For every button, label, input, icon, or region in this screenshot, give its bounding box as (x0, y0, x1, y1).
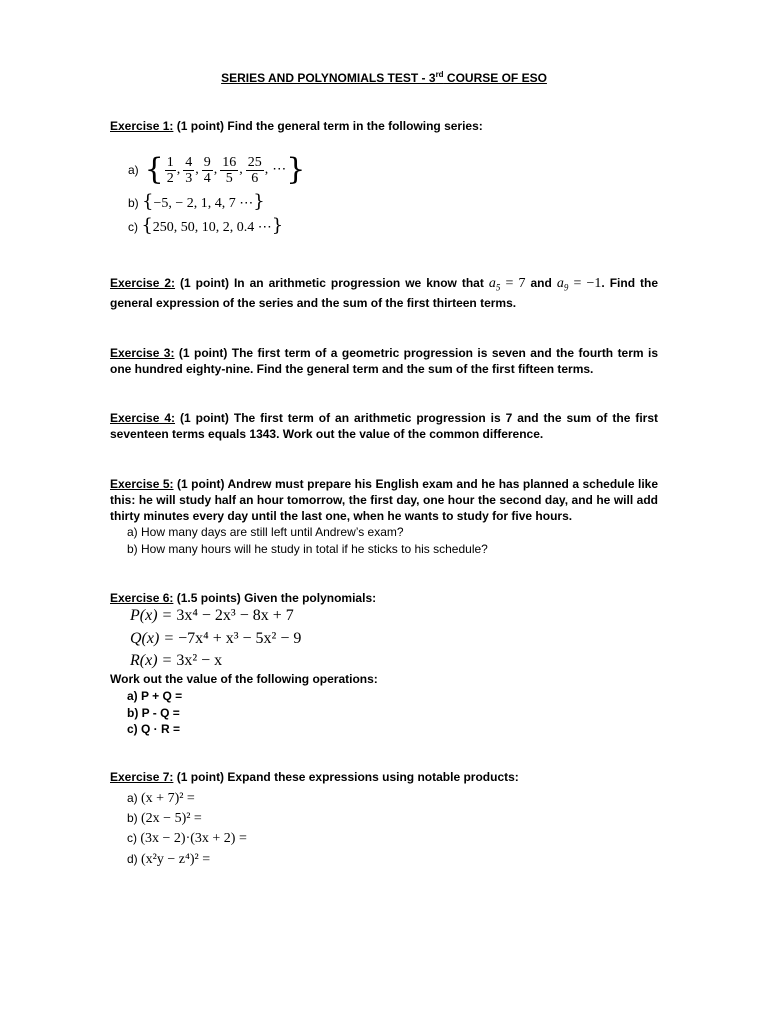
exercise-points: (1 point) (179, 411, 229, 425)
term-a5: a (488, 276, 496, 291)
exercise-points: (1 point) (177, 477, 225, 491)
exercise-1-b (128, 191, 265, 212)
title-superscript: rd (435, 70, 444, 79)
comma-separator: , (264, 162, 269, 177)
item-label: c) (128, 220, 138, 234)
polynomial-r (130, 652, 222, 670)
exercise-label: Exercise 5: (110, 477, 174, 491)
operation-text: a) P + Q = (127, 689, 183, 703)
exercise-text: In an arithmetic progression we know that (228, 276, 489, 290)
exercise-5-a (127, 524, 404, 540)
exercise-6-instruction (110, 671, 378, 687)
fraction-series (164, 155, 271, 186)
question-text: a) How many days are still left until Andrew’s exam? (127, 525, 404, 539)
exercise-6-a (127, 688, 182, 704)
exercise-text: Find the general term in the following series: (224, 119, 483, 133)
fraction-denominator: 6 (251, 170, 259, 186)
left-brace: { (141, 215, 153, 236)
fraction-numerator: 16 (222, 154, 237, 170)
series-ellipsis: ⋯ (272, 162, 287, 177)
item-label: d) (127, 852, 138, 866)
term-a5-value: = 7 (500, 276, 526, 291)
expression: (2x − 5)² = (141, 811, 202, 826)
exercise-points: (1 point) (176, 119, 225, 133)
exercise-1-c (128, 215, 284, 236)
item-label: a) (127, 791, 138, 805)
exercise-label: Exercise 2: (110, 276, 176, 290)
fraction-numerator: 25 (247, 154, 262, 170)
exercise-points: (1 point) (176, 770, 225, 784)
exercise-text: The first term of an arithmetic progression is 7 and the sum of the first seventeen terms equals 1343. Work out the value of the common difference. (110, 411, 658, 441)
exercise-7-heading (110, 769, 658, 785)
right-brace: } (253, 191, 265, 212)
title-tail: COURSE OF ESO (443, 71, 547, 85)
exercise-label: Exercise 7: (110, 770, 174, 784)
exercise-label: Exercise 4: (110, 411, 176, 425)
exercise-1-a (128, 150, 305, 190)
fraction-term (202, 155, 213, 186)
exercise-text: Given the polynomials: (240, 591, 377, 605)
exercise-text: Andrew must prepare his English exam and he has planned a schedule like this: he will study half an hour tomorrow, the first day, one hour the second day, and he will add thirty minutes every day until the last one, when he wants to study for five hours. (110, 477, 658, 523)
comma-separator: , (195, 162, 199, 177)
exercise-text: The first term of a geometric progression is seven and the fourth term is one hundred eighty-nine. Find the general term and the sum of the first fifteen terms. (110, 346, 659, 376)
polynomial-name: P(x) = (130, 607, 177, 624)
expression: (3x − 2)·(3x + 2) = (140, 831, 247, 846)
exercise-label: Exercise 1: (110, 119, 174, 133)
operation-text: b) P - Q = (127, 706, 180, 720)
polynomial-name: R(x) = (130, 652, 177, 669)
question-text: b) How many hours will he study in total if he sticks to his schedule? (127, 542, 488, 556)
page-title (0, 70, 768, 85)
term-a9-value: = −1 (568, 276, 602, 291)
term-a5-index: 5 (495, 282, 501, 293)
item-label: b) (128, 196, 139, 210)
right-brace: } (271, 215, 284, 236)
operation-text: c) Q · R = (127, 722, 181, 736)
fraction-term (246, 155, 264, 186)
fraction-denominator: 2 (166, 170, 174, 186)
polynomial-expression: 3x² − x (176, 652, 223, 669)
comma-separator: , (213, 162, 218, 177)
polynomial-expression: −7x⁴ + x³ − 5x² − 9 (178, 630, 302, 647)
and-text: and (525, 276, 557, 290)
fraction-numerator: 4 (185, 154, 193, 170)
fraction-denominator: 4 (203, 170, 211, 186)
left-brace: { (144, 152, 164, 187)
item-label: a) (128, 163, 139, 177)
polynomial-name: Q(x) = (130, 630, 179, 647)
fraction-numerator: 1 (166, 154, 174, 170)
term-a9: a (556, 276, 564, 291)
exercise-7-a (127, 790, 195, 807)
expression: (x + 7)² = (141, 791, 195, 806)
exercise-5 (110, 476, 658, 524)
fraction-denominator: 3 (185, 170, 193, 186)
fraction-numerator: 9 (203, 154, 211, 170)
exercise-text: Expand these expressions using notable products: (224, 770, 519, 784)
exercise-label: Exercise 6: (110, 591, 174, 605)
exercise-label: Exercise 3: (110, 346, 175, 360)
fraction-term (165, 155, 176, 186)
instruction-text: Work out the value of the following operations: (110, 672, 378, 686)
fraction-denominator: 5 (225, 170, 233, 186)
exercise-6-b (127, 705, 180, 721)
fraction-term (220, 155, 238, 186)
exercise-4 (110, 410, 658, 442)
left-brace: { (142, 191, 154, 212)
fraction-term (183, 155, 194, 186)
polynomial-p (130, 607, 294, 625)
exercise-7-d (127, 851, 210, 868)
exercise-text: . Find the general expression of the series and the sum of the first thirteen terms. (110, 276, 658, 311)
exercise-5-b (127, 541, 488, 557)
exercise-1-heading (110, 118, 658, 134)
right-brace: } (286, 152, 306, 187)
exercise-7-c (127, 830, 247, 847)
comma-separator: , (239, 162, 243, 177)
exercise-points: (1 point) (178, 346, 228, 360)
exercise-2 (110, 275, 658, 311)
exercise-3 (110, 345, 658, 377)
polynomial-expression: 3x⁴ − 2x³ − 8x + 7 (176, 607, 294, 624)
exercise-points: (1.5 points) (176, 591, 241, 605)
item-label: c) (127, 831, 137, 845)
series-values: 250, 50, 10, 2, 0.4 ⋯ (152, 220, 272, 235)
term-a9-index: 9 (563, 282, 569, 293)
series-values: −5, − 2, 1, 4, 7 ⋯ (153, 196, 254, 211)
exercise-6-heading (110, 590, 658, 606)
title-main: SERIES AND POLYNOMIALS TEST - 3 (221, 71, 436, 85)
exercise-6-c (127, 721, 180, 737)
polynomial-q (130, 630, 301, 648)
exercise-7-b (127, 810, 202, 827)
item-label: b) (127, 811, 138, 825)
expression: (x²y − z⁴)² = (141, 852, 211, 867)
comma-separator: , (176, 162, 181, 177)
exercise-points: (1 point) (180, 276, 229, 290)
